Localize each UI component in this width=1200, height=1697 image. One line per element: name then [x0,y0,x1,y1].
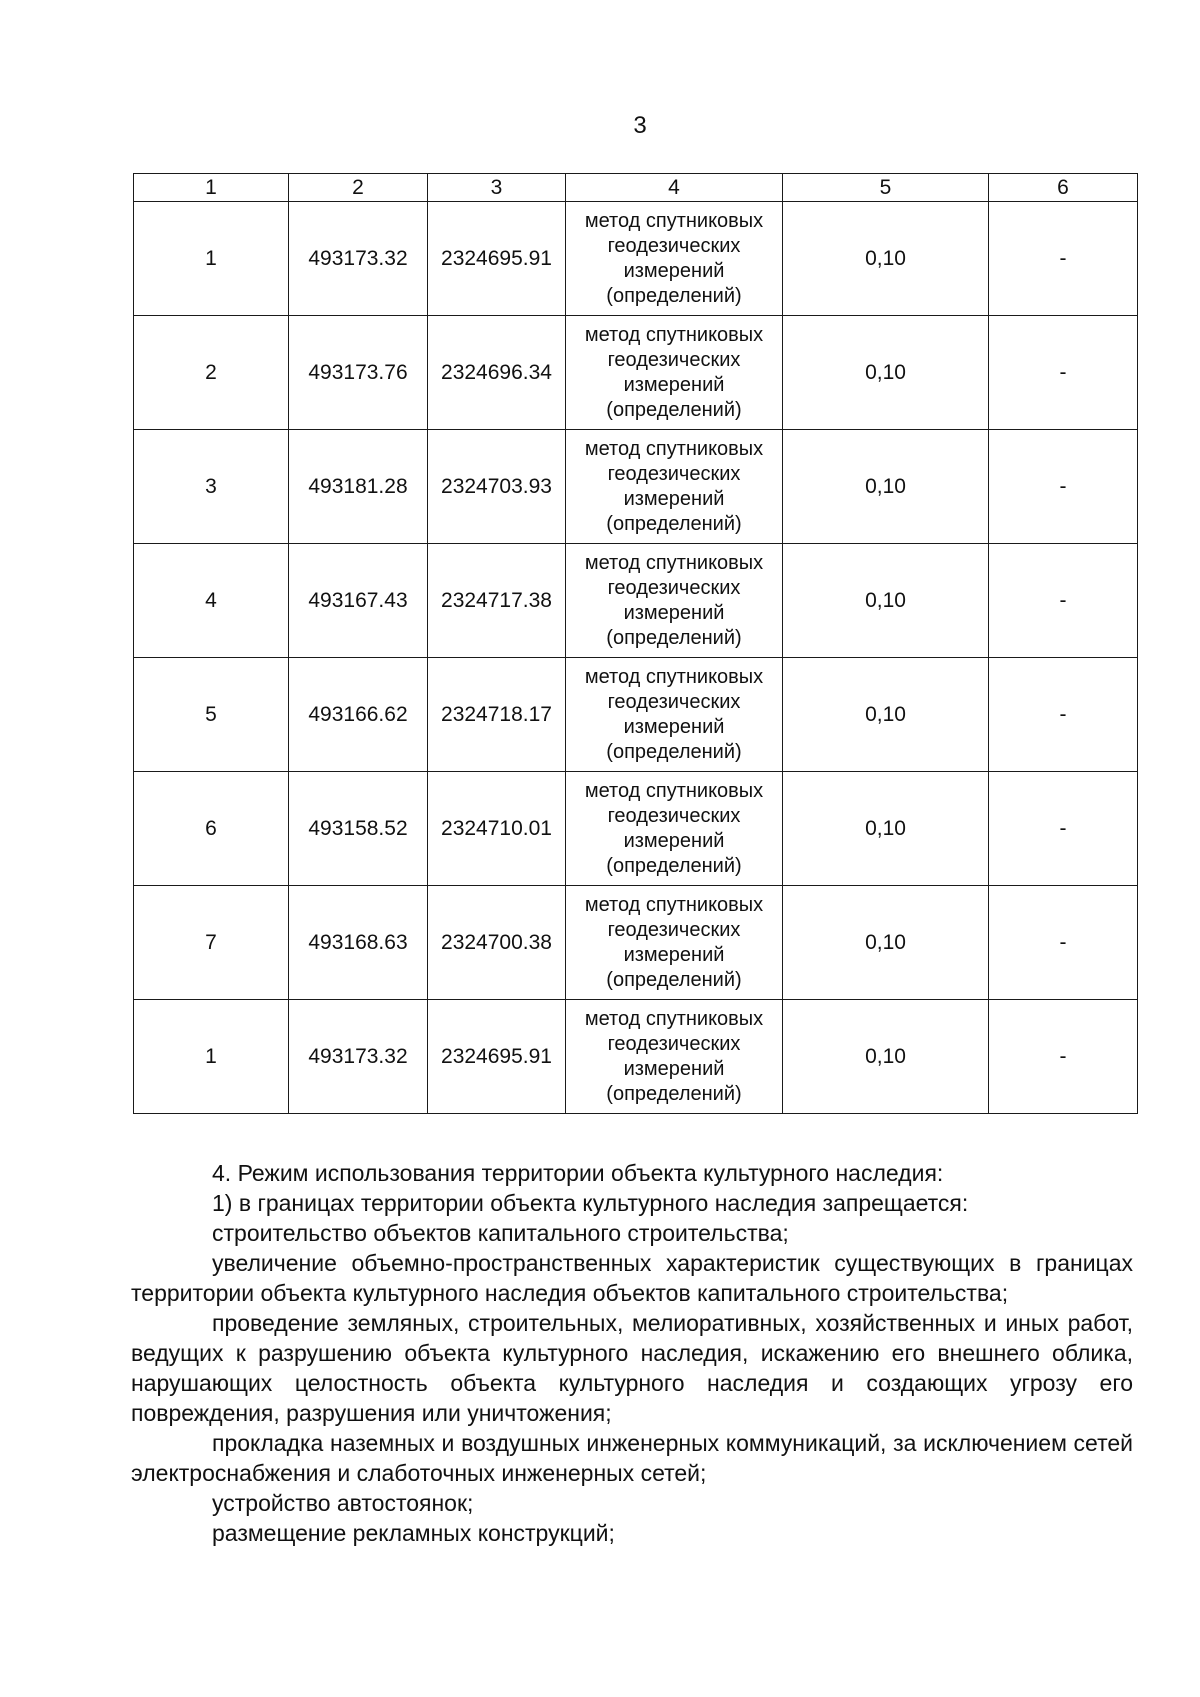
y-coordinate-cell: 2324717.38 [428,544,566,658]
table-header-row [134,174,1138,202]
section-heading: 4. Режим использования территории объекта культурного наследия: [212,1160,944,1186]
note-cell: - [989,544,1138,658]
list-item: увеличение объемно-пространственных характеристик существующих в границах территории объекта культурного наследия объектов капитального строительства; [131,1250,1133,1306]
note-cell: - [989,886,1138,1000]
list-item: размещение рекламных конструкций; [212,1520,615,1546]
column-header: 1 [134,174,289,202]
table-row [134,772,1138,886]
point-number-cell: 1 [134,202,289,316]
accuracy-cell: 0,10 [783,1000,989,1114]
method-cell: метод спутниковых геодезических измерений (определений) [566,430,783,544]
note-cell: - [989,316,1138,430]
column-header: 6 [989,174,1138,202]
method-cell: метод спутниковых геодезических измерений (определений) [566,544,783,658]
x-coordinate-cell: 493158.52 [289,772,428,886]
list-item: устройство автостоянок; [212,1490,474,1516]
x-coordinate-cell: 493166.62 [289,658,428,772]
x-coordinate-cell: 493181.28 [289,430,428,544]
table-row [134,544,1138,658]
table-row [134,658,1138,772]
note-cell: - [989,1000,1138,1114]
x-coordinate-cell: 493168.63 [289,886,428,1000]
accuracy-cell: 0,10 [783,658,989,772]
x-coordinate-cell: 493167.43 [289,544,428,658]
table-row [134,1000,1138,1114]
point-number-cell: 3 [134,430,289,544]
table-row [134,430,1138,544]
note-cell: - [989,202,1138,316]
y-coordinate-cell: 2324703.93 [428,430,566,544]
accuracy-cell: 0,10 [783,202,989,316]
regime-text [131,1158,1133,1548]
y-coordinate-cell: 2324695.91 [428,1000,566,1114]
coordinates-table [133,173,1138,1114]
point-number-cell: 6 [134,772,289,886]
y-coordinate-cell: 2324695.91 [428,202,566,316]
point-number-cell: 7 [134,886,289,1000]
note-cell: - [989,772,1138,886]
note-cell: - [989,430,1138,544]
page-number: 3 [633,112,647,139]
point-number-cell: 2 [134,316,289,430]
y-coordinate-cell: 2324718.17 [428,658,566,772]
method-cell: метод спутниковых геодезических измерений (определений) [566,772,783,886]
x-coordinate-cell: 493173.76 [289,316,428,430]
accuracy-cell: 0,10 [783,316,989,430]
column-header: 2 [289,174,428,202]
accuracy-cell: 0,10 [783,886,989,1000]
accuracy-cell: 0,10 [783,544,989,658]
list-item: проведение земляных, строительных, мелиоративных, хозяйственных и иных работ, ведущих к разрушению объекта культурного наследия, искажению его внешнего облика, нарушающих целостность объекта культурного наследия и создающих угрозу его повреждения, разрушения или уничтожения; [131,1310,1133,1426]
point-number-cell: 1 [134,1000,289,1114]
method-cell: метод спутниковых геодезических измерений (определений) [566,202,783,316]
y-coordinate-cell: 2324700.38 [428,886,566,1000]
table-row [134,202,1138,316]
x-coordinate-cell: 493173.32 [289,1000,428,1114]
note-cell: - [989,658,1138,772]
list-item: прокладка наземных и воздушных инженерных коммуникаций, за исключением сетей электроснабжения и слаботочных инженерных сетей; [131,1430,1133,1486]
column-header: 5 [783,174,989,202]
list-item: строительство объектов капитального строительства; [212,1220,789,1246]
accuracy-cell: 0,10 [783,772,989,886]
y-coordinate-cell: 2324710.01 [428,772,566,886]
y-coordinate-cell: 2324696.34 [428,316,566,430]
table-row [134,316,1138,430]
method-cell: метод спутниковых геодезических измерений (определений) [566,886,783,1000]
table-row [134,886,1138,1000]
x-coordinate-cell: 493173.32 [289,202,428,316]
point-number-cell: 4 [134,544,289,658]
method-cell: метод спутниковых геодезических измерений (определений) [566,1000,783,1114]
point-number-cell: 5 [134,658,289,772]
method-cell: метод спутниковых геодезических измерений (определений) [566,316,783,430]
method-cell: метод спутниковых геодезических измерений (определений) [566,658,783,772]
column-header: 3 [428,174,566,202]
accuracy-cell: 0,10 [783,430,989,544]
column-header: 4 [566,174,783,202]
subheading: 1) в границах территории объекта культурного наследия запрещается: [212,1190,969,1216]
